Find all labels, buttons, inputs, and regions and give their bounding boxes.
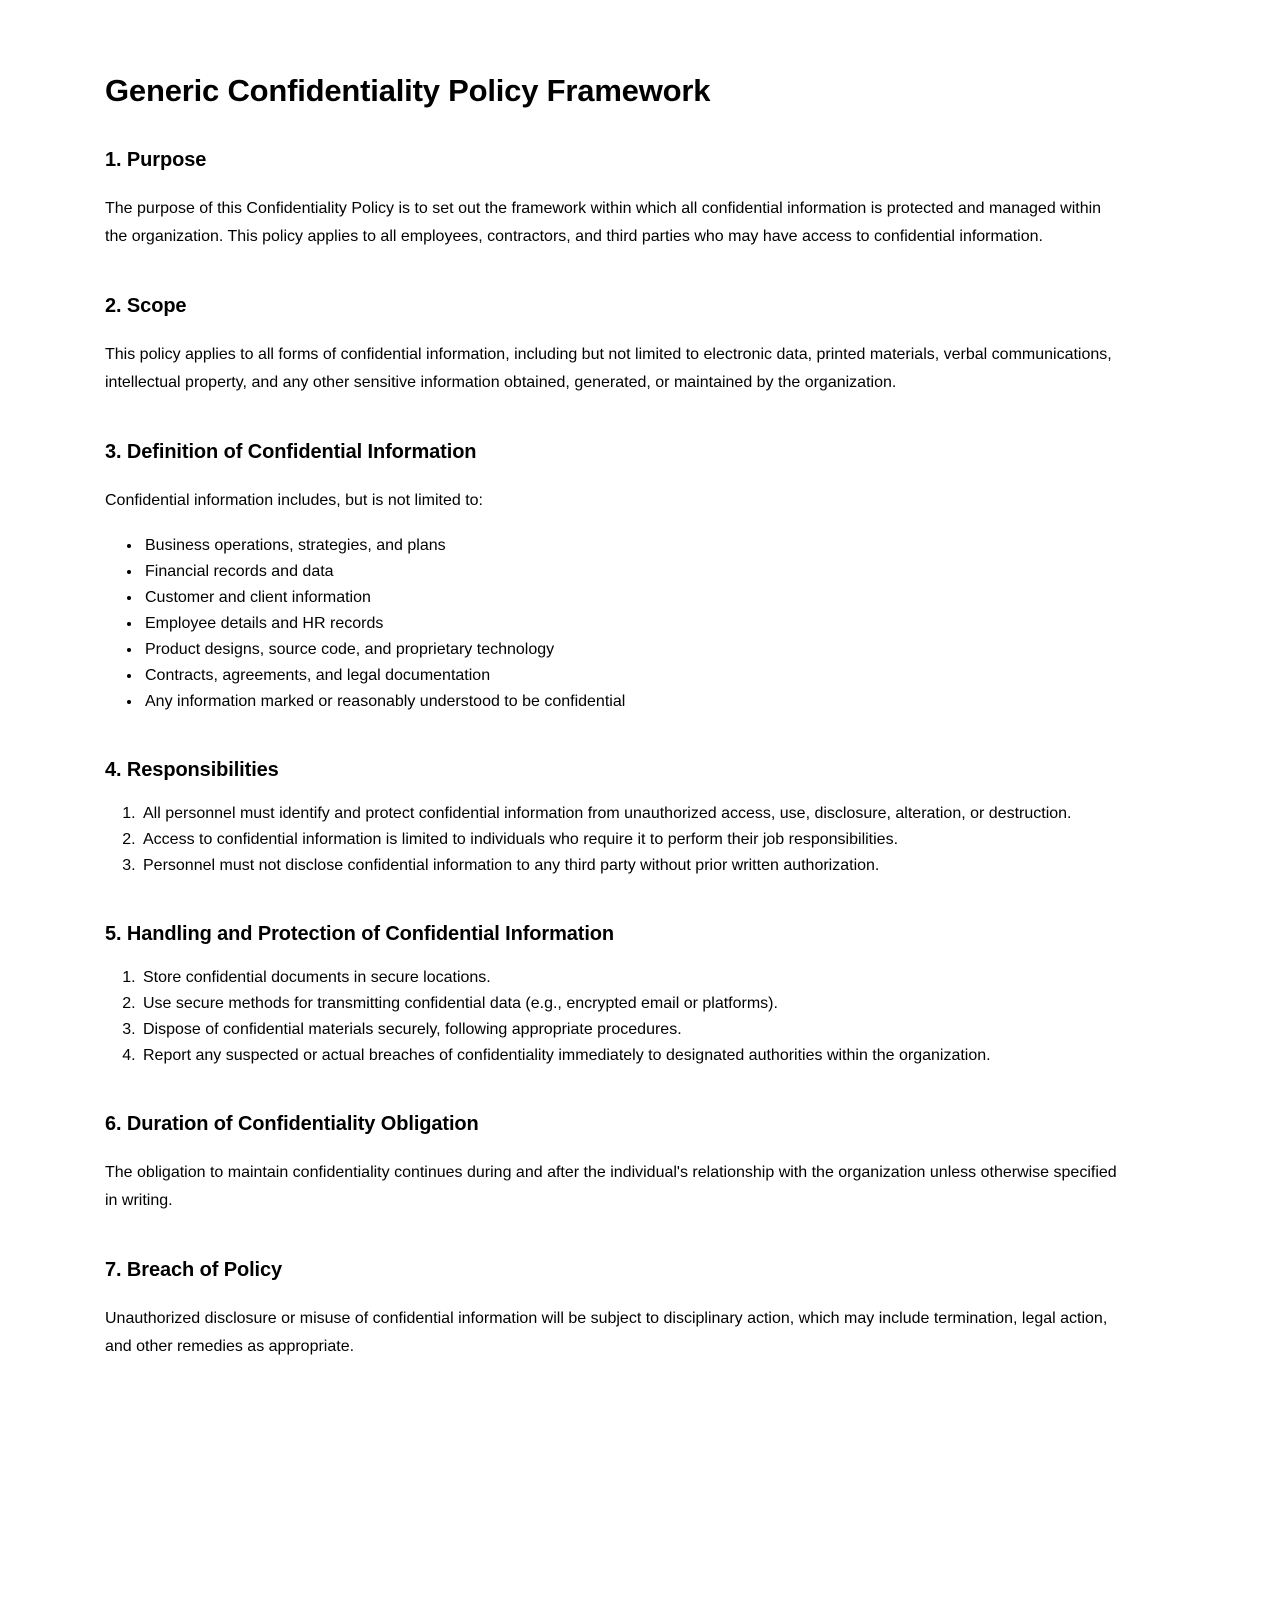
section-heading: 5. Handling and Protection of Confidential Information <box>105 922 615 945</box>
section-heading: 4. Responsibilities <box>105 758 279 781</box>
list-item: • Any information marked or reasonably understood to be confidential <box>142 689 1120 715</box>
section-paragraph: The purpose of this Confidentiality Policy is to set out the framework within which all confidential information is protected and managed within the organization. This policy applies to all employees, contractors, and third parties who may have access to confidential information. <box>105 199 1102 245</box>
list-item: • Product designs, source code, and proprietary technology <box>142 637 1120 663</box>
list-item: 3. Dispose of confidential materials securely, following appropriate procedures. <box>140 1017 1120 1043</box>
section-paragraph: This policy applies to all forms of confidential information, including but not limited to electronic data, printed materials, verbal communications, intellectual property, and any other sensitive information obtained, generated, or maintained by the organization. <box>105 345 1112 391</box>
handling-numbered-list <box>105 965 1120 1069</box>
list-item: • Business operations, strategies, and plans <box>142 533 1120 559</box>
page-title: Generic Confidentiality Policy Framework <box>105 73 711 108</box>
section-paragraph: Confidential information includes, but is not limited to: <box>105 491 483 509</box>
list-item: • Employee details and HR records <box>142 611 1120 637</box>
section-heading: 6. Duration of Confidentiality Obligation <box>105 1112 479 1135</box>
list-item: 4. Report any suspected or actual breaches of confidentiality immediately to designated authorities within the organization. <box>140 1043 1120 1069</box>
list-item: • Contracts, agreements, and legal documentation <box>142 663 1120 689</box>
list-item: • Financial records and data <box>142 559 1120 585</box>
section-scope <box>105 293 1120 397</box>
section-purpose <box>105 147 1120 251</box>
section-breach <box>105 1257 1120 1361</box>
section-responsibilities <box>105 757 1120 879</box>
list-item: 1. All personnel must identify and protect confidential information from unauthorized access, use, disclosure, alteration, or destruction. <box>140 801 1120 827</box>
section-handling-protection <box>105 921 1120 1069</box>
section-definition <box>105 439 1120 715</box>
section-heading: 7. Breach of Policy <box>105 1258 283 1281</box>
list-item: 3. Personnel must not disclose confidential information to any third party without prior written authorization. <box>140 853 1120 879</box>
section-duration <box>105 1111 1120 1215</box>
list-item: • Customer and client information <box>142 585 1120 611</box>
section-heading: 2. Scope <box>105 294 187 317</box>
section-heading: 3. Definition of Confidential Information <box>105 440 477 463</box>
section-paragraph: Unauthorized disclosure or misuse of confidential information will be subject to disciplinary action, which may include termination, legal action, and other remedies as appropriate. <box>105 1309 1108 1355</box>
list-item: 1. Store confidential documents in secure locations. <box>140 965 1120 991</box>
responsibilities-numbered-list <box>105 801 1120 879</box>
section-paragraph: The obligation to maintain confidentiality continues during and after the individual's relationship with the organization unless otherwise specified in writing. <box>105 1163 1117 1209</box>
definition-bullet-list <box>105 533 1120 715</box>
section-heading: 1. Purpose <box>105 148 207 171</box>
list-item: 2. Use secure methods for transmitting confidential data (e.g., encrypted email or platforms). <box>140 991 1120 1017</box>
list-item: 2. Access to confidential information is limited to individuals who require it to perform their job responsibilities. <box>140 827 1120 853</box>
